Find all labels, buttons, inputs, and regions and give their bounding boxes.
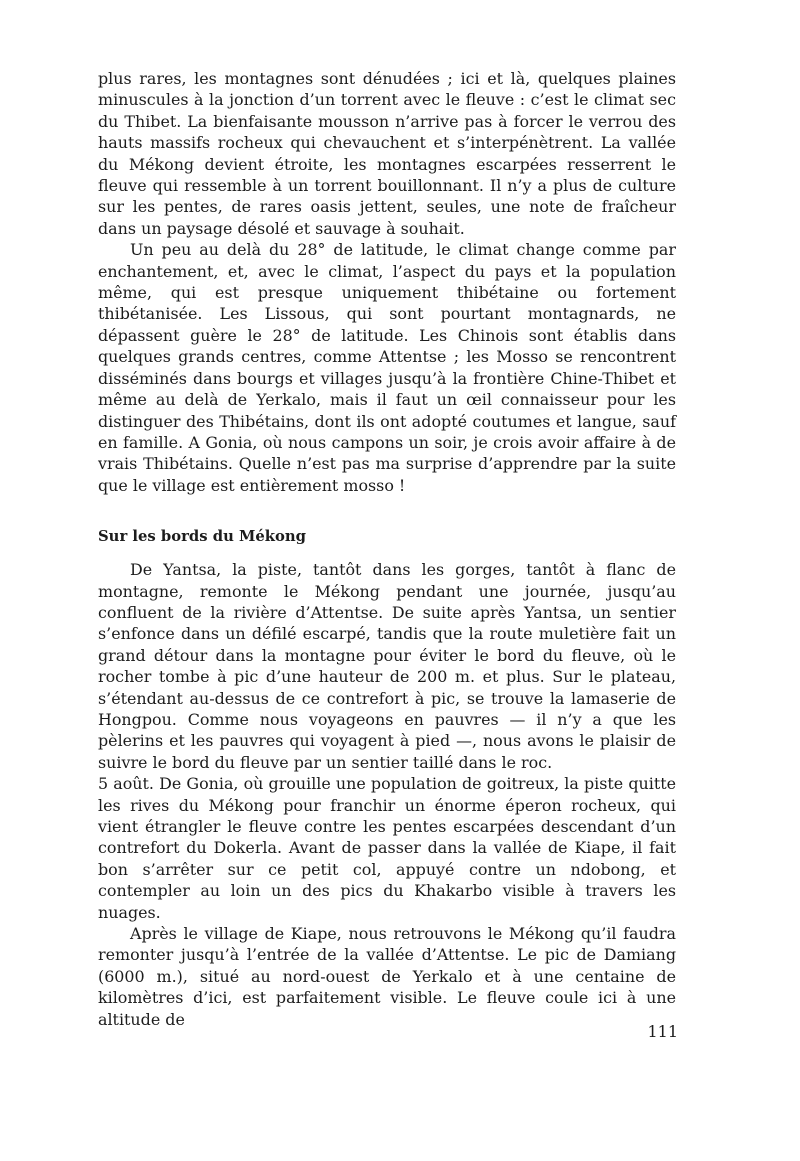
section-heading: Sur les bords du Mékong	[98, 528, 307, 546]
spacer	[98, 496, 676, 526]
body-paragraph: plus rares, les montagnes sont dénudées ; ici et là, quelques plaines minuscules à la jonction d’un torrent avec le fleuve : c’est le climat sec du Thibet. La bienfaisante mousson n’arrive pas à forcer le verrou des hauts massifs rocheux qui chevauchent et s’interpénètrent. La vallée du Mékong devient étroite, les montagnes escarpées resserrent le fleuve qui ressemble à un torrent bouillonnant. Il n’y a plus de culture sur les pentes, de rares oasis jettent, seules, une note de fraîcheur dans un paysage désolé et sauvage à souhait.	[98, 69, 676, 238]
body-paragraph: Un peu au delà du 28° de latitude, le climat change comme par enchantement, et, avec le climat, l’aspect du pays et la population même, qui est presque uniquement thibétaine ou fortement thibétanisée. Les Lissous, qui sont pourtant montagnards, ne dépassent guère le 28° de latitude. Les Chinois sont établis dans quelques grands centres, comme Attentse ; les Mosso se rencontrent disséminés dans bourgs et villages jusqu’à la frontière Chine-Thibet et même au delà de Yerkalo, mais il faut un œil connaisseur pour les distinguer des Thibétains, dont ils ont adopté coutumes et langue, sauf en famille. A Gonia, où nous campons un soir, je crois avoir affaire à de vrais Thibétains. Quelle n’est pas ma surprise d’apprendre par la suite que le village est entièrement mosso !	[98, 240, 676, 495]
page-body	[98, 68, 676, 1030]
page-number: 111	[647, 1022, 678, 1041]
body-paragraph: Après le village de Kiape, nous retrouvons le Mékong qu’il faudra remonter jusqu’à l’entrée de la vallée d’Attentse. Le pic de Damiang (6000 m.), situé au nord-ouest de Yerkalo et à une centaine de kilomètres d’ici, est parfaitement visible. Le fleuve coule ici à une altitude de	[98, 924, 676, 1029]
spacer	[98, 547, 676, 559]
body-paragraph: 5 août. De Gonia, où grouille une population de goitreux, la piste quitte les rives du Mékong pour franchir un énorme éperon rocheux, qui vient étrangler le fleuve contre les pentes escarpées descendant d’un contrefort du Dokerla. Avant de passer dans la vallée de Kiape, il fait bon s’arrêter sur ce petit col, appuyé contre un ndobong, et contempler au loin un des pics du Khakarbo visible à travers les nuages.	[98, 774, 676, 922]
body-paragraph: De Yantsa, la piste, tantôt dans les gorges, tantôt à flanc de montagne, remonte le Mékong pendant une journée, jusqu’au confluent de la rivière d’Attentse. De suite après Yantsa, un sentier s’enfonce dans un défilé escarpé, tandis que la route muletière fait un grand détour dans la montagne pour éviter le bord du fleuve, où le rocher tombe à pic d’une hauteur de 200 m. et plus. Sur le plateau, s’étendant au-dessus de ce contrefort à pic, se trouve la lamaserie de Hongpou. Comme nous voyageons en pauvres — il n’y a que les pèlerins et les pauvres qui voyagent à pied —, nous avons le plaisir de suivre le bord du fleuve par un sentier taillé dans le roc.	[98, 560, 676, 772]
